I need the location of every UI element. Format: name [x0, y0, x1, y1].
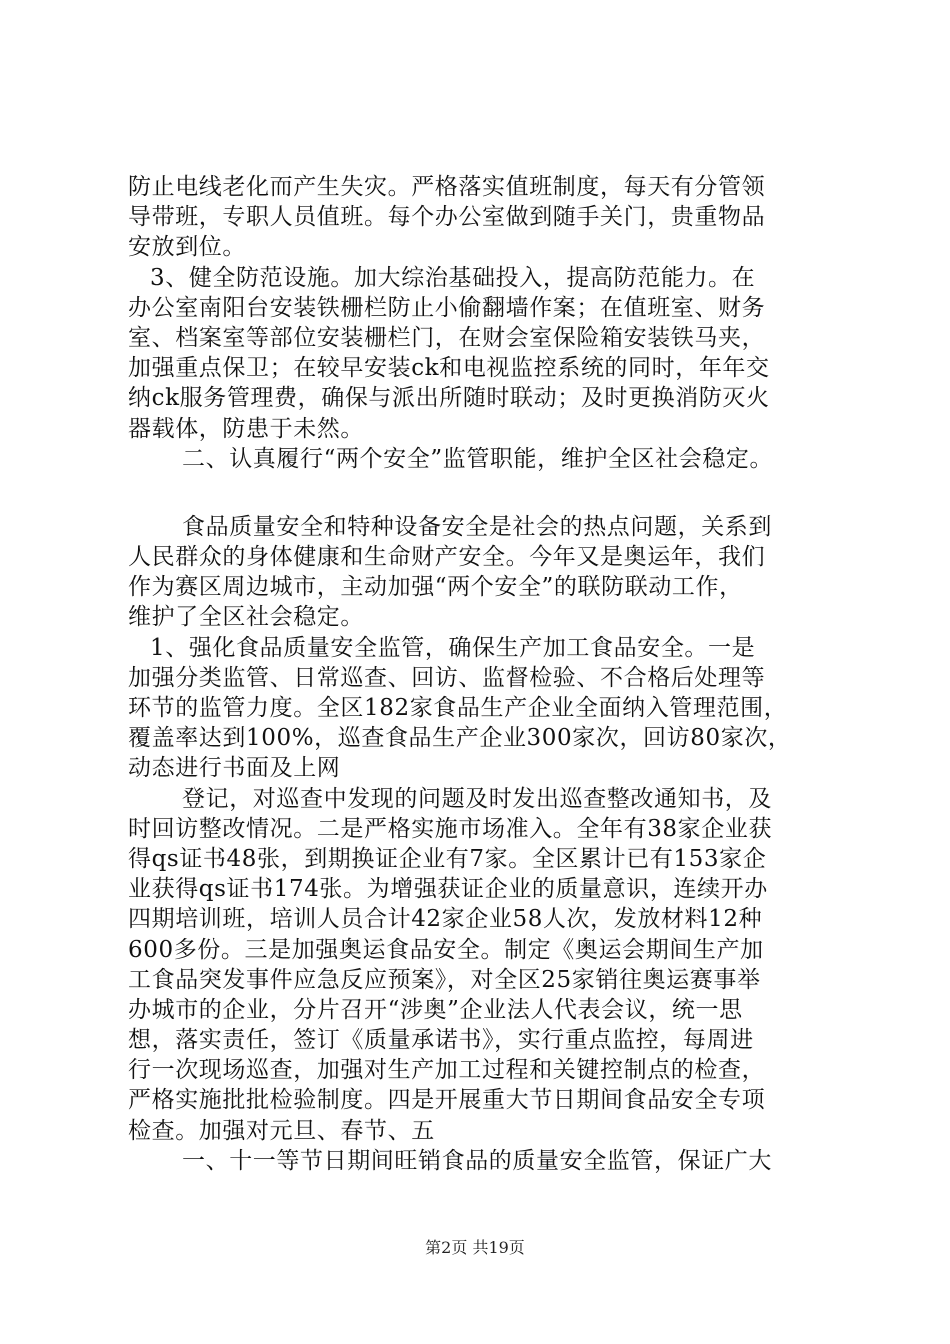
text-line: 想，落实责任，签订《质量承诺书》，实行重点监控，每周进: [128, 1027, 754, 1054]
text-line: 人民群众的身体健康和生命财产安全。今年又是奥运年，我们: [128, 544, 766, 571]
text-line: 办公室南阳台安装铁栅栏防止小偷翻墙作案；在值班室、财务: [128, 294, 766, 321]
text-line: 严格实施批批检验制度。四是开展重大节日期间食品安全专项: [128, 1087, 766, 1114]
text-line: 办城市的企业，分片召开“涉奥”企业法人代表会议，统一思: [128, 996, 743, 1023]
text-line: 动态进行书面及上网: [128, 755, 341, 782]
text-line: 维护了全区社会稳定。: [128, 604, 364, 631]
text-line: 食品质量安全和特种设备安全是社会的热点问题，关系到: [182, 513, 772, 540]
text-line: 导带班，专职人员值班。每个办公室做到随手关门，贵重物品: [128, 204, 766, 231]
page-number-footer: 第2页 共19页: [425, 1238, 525, 1257]
text-line: 一、十一等节日期间旺销食品的质量安全监管，保证广大: [182, 1147, 772, 1174]
text-line: 得qs证书48张，到期换证企业有7家。全区累计已有153家企: [128, 845, 767, 872]
text-line: 加强重点保卫；在较早安装ck和电视监控系统的同时，年年交: [128, 355, 770, 382]
text-line: 安放到位。: [128, 234, 246, 261]
text-line: 作为赛区周边城市，主动加强“两个安全”的联防联动工作，: [128, 574, 743, 601]
text-line: 覆盖率达到100%，巡查食品生产企业300家次，回访80家次，: [128, 725, 792, 752]
text-line: 器载体，防患于未然。: [128, 415, 364, 442]
document-body: [128, 172, 828, 1176]
text-line: 3、健全防范设施。加大综治基础投入，提高防范能力。在: [150, 264, 756, 291]
text-line: 工食品突发事件应急反应预案》，对全区25家销往奥运赛事举: [128, 966, 761, 993]
paragraph-gap: [128, 474, 828, 512]
text-line: 防止电线老化而产生失灾。严格落实值班制度，每天有分管领: [128, 174, 766, 200]
text-line: 四期培训班，培训人员合计42家企业58人次，发放材料12种: [128, 906, 763, 933]
text-line: 加强分类监管、日常巡查、回访、监督检验、不合格后处理等: [128, 664, 766, 691]
text-line: 环节的监管力度。全区182家食品生产企业全面纳入管理范围，: [128, 695, 788, 721]
text-line: 时回访整改情况。二是严格实施市场准入。全年有38家企业获: [128, 815, 773, 842]
text-line: 室、档案室等部位安装栅栏门，在财会室保险箱安装铁马夹，: [128, 324, 766, 351]
text-line: 业获得qs证书174张。为增强获证企业的质量意识，连续开办: [128, 876, 768, 903]
text-line: 行一次现场巡查，加强对生产加工过程和关键控制点的检查，: [128, 1057, 766, 1084]
text-line: 1、强化食品质量安全监管，确保生产加工食品安全。一是: [150, 634, 756, 661]
text-line: 检查。加强对元旦、春节、五: [128, 1117, 435, 1144]
section-heading: 二、认真履行“两个安全”监管职能，维护全区社会稳定。: [182, 445, 774, 472]
text-line: 登记，对巡查中发现的问题及时发出巡查整改通知书，及: [182, 785, 772, 812]
text-line: 纳ck服务管理费，确保与派出所随时联动；及时更换消防灭火: [128, 385, 770, 412]
text-line: 600多份。三是加强奥运食品安全。制定《奥运会期间生产加: [128, 936, 764, 963]
